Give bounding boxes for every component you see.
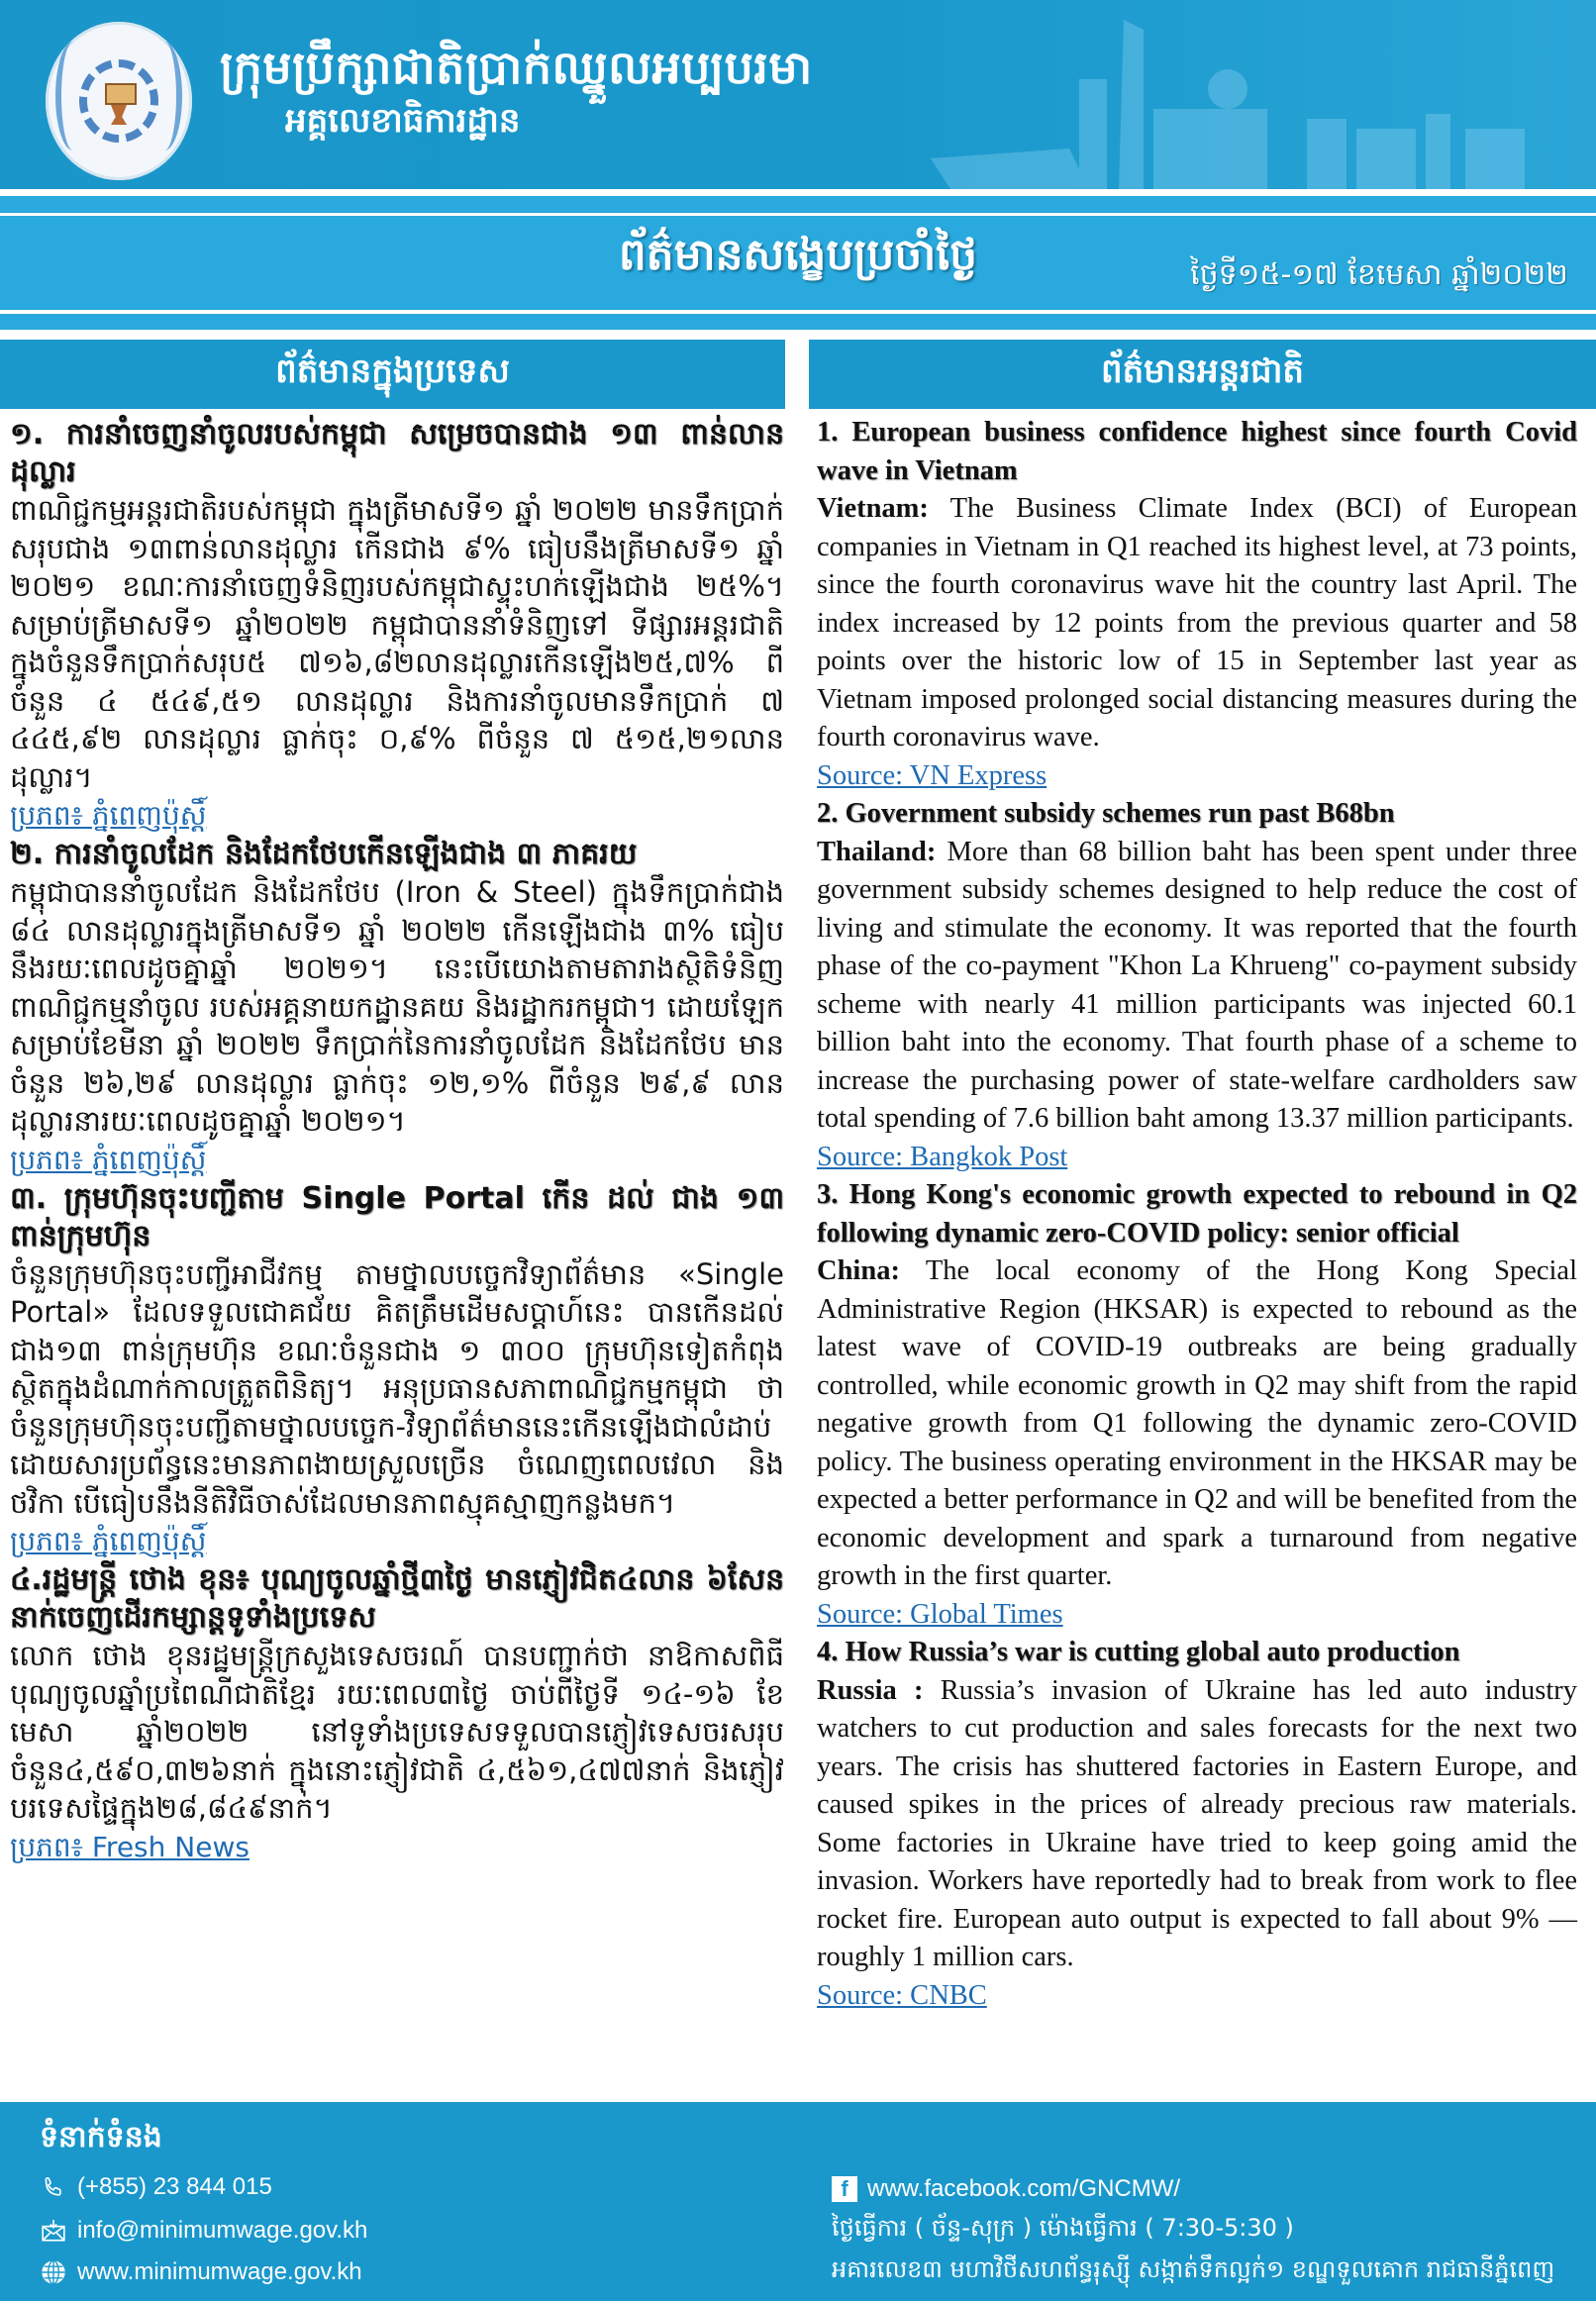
article-source-link[interactable]: ប្រភព៖ ភ្នំពេញប៉ុស្តិ៍ bbox=[10, 1525, 207, 1557]
email-address[interactable]: info@minimumwage.gov.kh bbox=[77, 2217, 368, 2244]
page-title: ព័ត៌មានសង្ខេបប្រចាំថ្ងៃ bbox=[618, 230, 978, 280]
website-url[interactable]: www.minimumwage.gov.kh bbox=[77, 2258, 362, 2285]
article-title: 1. European business confidence highest since fourth Covid wave in Vietnam bbox=[817, 417, 1577, 486]
mail-icon bbox=[40, 2217, 67, 2245]
contact-email bbox=[40, 2217, 367, 2245]
working-hours: ថ្ងៃធ្វើការ ( ច័ន្ទ-សុក្រ ) ម៉ោងធ្វើការ ( 7:30-5:30 ) bbox=[832, 2214, 1294, 2242]
article-title: ១. ការនាំចេញនាំចូលរបស់កម្ពុជា សម្រេចបានជាង ១៣ ពាន់លានដុល្លារ bbox=[10, 417, 784, 489]
ministry-seal-icon bbox=[46, 22, 192, 180]
article-text: More than 68 billion baht has been spent under three government subsidy schemes designed to help reduce the cost of living and stimulate the economy. It was reported that the fourth phase of the co-payment "Khon La Khrueng" co-payment subsidy scheme with nearly 41 million participants was injected 60.1 billion baht into the economy. That fourth phase of a scheme to increase the purchasing power of state-welfare cardholders saw total spending of 7.6 billion baht among 13.37 million participants. bbox=[817, 836, 1577, 1134]
phone-icon bbox=[40, 2173, 67, 2201]
section-heading-international: ព័ត៌មានអន្តរជាតិ bbox=[809, 340, 1596, 409]
issue-date: ថ្ងៃទី១៥-១៧ ខែមេសា ឆ្នាំ២០២២ bbox=[1190, 257, 1568, 292]
article-country: Vietnam: bbox=[817, 493, 929, 524]
article-body: កម្ពុជាបាននាំចូលដែក និងដែកថែប (Iron & Steel) ក្នុងទឹកប្រាក់ជាង ៨៤ លានដុល្លារក្នុងត្រីមាសទី១ ឆ្នាំ ២០២២ កើនឡើងជាង ៣% ធៀបនឹងរយៈពេលដូចគ្នាឆ្នាំ ២០២១។ នេះបើយោងតាមតារាងស្ថិតិទំនិញពាណិជ្ជកម្មនាំចូល របស់អគ្គនាយកដ្ឋានគយ និងរដ្ឋាករកម្ពុជា។ ដោយឡែកសម្រាប់ខែមីនា ឆ្នាំ ២០២២ ទឹកប្រាក់នៃការនាំចូលដែក និងដែកថែប មានចំនួន ២៦,២៩ លានដុល្លារ ធ្លាក់ចុះ ១២,១% ពីចំនួន ២៩,៩ លានដុល្លារនារយៈពេលដូចគ្នាឆ្នាំ ២០២១។ bbox=[10, 875, 784, 1138]
news-article bbox=[10, 836, 784, 1180]
article-title: 2. Government subsidy schemes run past B68bn bbox=[817, 798, 1395, 829]
office-address: អគារលេខ៣ មហាវិថីសហព័ន្ធរុស្ស៊ី សង្កាត់ទឹកល្អក់១ ខណ្ឌទួលគោក រាជធានីភ្នំពេញ bbox=[832, 2255, 1555, 2283]
decorative-strip bbox=[0, 314, 1596, 330]
article-country: Russia : bbox=[817, 1674, 924, 1706]
article-title: ២. ការនាំចូលដែក និងដែកថែបកើនឡើងជាង ៣ ភាគរយ bbox=[10, 837, 638, 871]
article-source-link[interactable]: Source: Global Times bbox=[817, 1598, 1063, 1630]
article-country: China: bbox=[817, 1255, 900, 1286]
article-title: ៣. ក្រុមហ៊ុនចុះបញ្ជីតាម Single Portal កើន ដល់ ជាង ១៣ ពាន់ក្រុមហ៊ុន bbox=[10, 1180, 784, 1253]
organization-name: ក្រុមប្រឹក្សាជាតិប្រាក់ឈ្នួលអប្បបរមា bbox=[220, 41, 813, 94]
news-article bbox=[10, 416, 784, 836]
header-banner bbox=[0, 0, 1596, 189]
domestic-news-column bbox=[10, 416, 784, 1867]
article-source-link[interactable]: ប្រភព៖ Fresh News bbox=[10, 1830, 249, 1863]
organization-subtitle: អគ្គលេខាធិការដ្ឋាន bbox=[285, 101, 521, 141]
article-text: The local economy of the Hong Kong Special Administrative Region (HKSAR) is expected to rebound as the latest wave of COVID-19 outbreaks are being gradually controlled, while economic growth in Q2 may shift from the rapid negative growth from Q1 following the dynamic zero-COVID policy. The business operating environment in the HKSAR may be expected a better performance in Q2 and will be benefited from the economic development and spark a turnaround from negative growth in the first quarter. bbox=[817, 1255, 1577, 1591]
facebook-url[interactable]: www.facebook.com/GNCMW/ bbox=[867, 2175, 1181, 2202]
news-article bbox=[817, 414, 1577, 795]
facebook-icon: f bbox=[832, 2176, 857, 2202]
news-article bbox=[817, 795, 1577, 1176]
article-source-link[interactable]: ប្រភព៖ ភ្នំពេញប៉ុស្តិ៍ bbox=[10, 799, 207, 832]
contact-website bbox=[40, 2258, 362, 2286]
article-source-link[interactable]: Source: VN Express bbox=[817, 759, 1047, 791]
section-heading-domestic: ព័ត៌មានក្នុងប្រទេស bbox=[0, 340, 785, 409]
article-body: ពាណិជ្ជកម្មអន្តរជាតិរបស់កម្ពុជា ក្នុងត្រីមាសទី១ ឆ្នាំ ២០២២ មានទឹកប្រាក់សរុបជាង ១៣ពាន់លានដុល្លារ កើនជាង ៩% ធៀបនឹងត្រីមាសទី១ ឆ្នាំ ២០២១ ខណៈការនាំចេញទំនិញរបស់កម្ពុជាស្ទុះហក់ឡើងជាង ២៥%។ សម្រាប់ត្រីមាសទី១ ឆ្នាំ២០២២ កម្ពុជាបាននាំទំនិញទៅ ទីផ្សារអន្តរជាតិ ក្នុងចំនួនទឹកប្រាក់សរុប៥ ៧១៦,៨២លានដុល្លារកើនឡើង២៥,៧% ពីចំនួន ៤ ៥៤៩,៥១ លានដុល្លារ និងការនាំចូលមានទឹកប្រាក់ ៧ ៤៤៥,៩២ លានដុល្លារ ធ្លាក់ចុះ ០,៩% ពីចំនួន ៧ ៥១៥,២១លានដុល្លារ។ bbox=[10, 493, 784, 794]
article-body bbox=[817, 490, 1577, 757]
article-country: Thailand: bbox=[817, 836, 937, 867]
skyline-illustration bbox=[931, 20, 1564, 189]
article-body: ចំនួនក្រុមហ៊ុនចុះបញ្ជីអាជីវកម្ម តាមថ្នាលបច្ចេកវិទ្យាព័ត៌មាន «Single Portal» ដែលទទួលជោគជ័យ គិតត្រឹមដើមសប្តាហ៍នេះ បានកើនដល់ជាង១៣ ពាន់ក្រុមហ៊ុន ខណៈចំនួនជាង ១ ៣០០ ក្រុមហ៊ុនទៀតកំពុង ស្ថិតក្នុងដំណាក់កាលត្រួតពិនិត្យ។ អនុប្រធានសភាពាណិជ្ជកម្មកម្ពុជា ថាចំនួនក្រុមហ៊ុនចុះបញ្ជីតាមថ្នាលបច្ចេក-វិទ្យាព័ត៌មាននេះកើនឡើងជាលំដាប់ ដោយសារប្រព័ន្ធនេះមានភាពងាយស្រួលច្រើន ចំណេញពេលវេលា និងថវិកា បើធៀបនឹងនីតិវិធីចាស់ដែលមានភាពស្មុគស្មាញកន្លងមក។ bbox=[10, 1256, 784, 1520]
article-source-link[interactable]: Source: CNBC bbox=[817, 1979, 987, 2011]
footer-contact bbox=[0, 2102, 1596, 2301]
globe-icon bbox=[40, 2258, 67, 2286]
decorative-strip bbox=[0, 196, 1596, 213]
news-article bbox=[817, 1634, 1577, 2015]
news-article bbox=[10, 1180, 784, 1562]
article-text: Russia’s invasion of Ukraine has led auto industry watchers to cut production and sales forecasts for the next two years. The crisis has shuttered factories in Eastern Europe, and caused spikes in the prices of already precious raw materials. Some factories in Ukraine have tried to keep going amid the invasion. Workers have reportedly had to break from work to flee rocket fire. European auto output is expected to fall about 9% —roughly 1 million cars. bbox=[817, 1674, 1577, 1972]
news-article bbox=[10, 1561, 784, 1867]
article-body bbox=[817, 834, 1577, 1139]
international-news-column bbox=[817, 414, 1577, 2015]
article-title: ៤.រដ្ឋមន្ត្រី ថោង ខុន៖ បុណ្យចូលឆ្នាំថ្មី៣ថ្ងៃ មានភ្ញៀវជិត៤លាន ៦សែននាក់ចេញដើរកម្សាន្តទូទាំងប្រទេស bbox=[10, 1562, 784, 1635]
article-body bbox=[817, 1672, 1577, 1977]
footer-heading: ទំនាក់ទំនង bbox=[40, 2120, 162, 2154]
article-title: 4. How Russia’s war is cutting global auto production bbox=[817, 1637, 1460, 1667]
contact-phone bbox=[40, 2173, 272, 2201]
article-source-link[interactable]: Source: Bangkok Post bbox=[817, 1141, 1068, 1172]
news-article bbox=[817, 1176, 1577, 1634]
article-title: 3. Hong Kong's economic growth expected to rebound in Q2 following dynamic zero-COVID policy: senior official bbox=[817, 1179, 1577, 1249]
article-body bbox=[817, 1252, 1577, 1596]
article-source-link[interactable]: ប្រភព៖ ភ្នំពេញប៉ុស្តិ៍ bbox=[10, 1143, 207, 1176]
contact-facebook bbox=[832, 2175, 1180, 2203]
phone-number[interactable]: (+855) 23 844 015 bbox=[77, 2173, 272, 2200]
article-body: លោក ថោង ខុនរដ្ឋមន្ត្រីក្រសួងទេសចរណ៍ បានបញ្ជាក់ថា នាឱកាសពិធីបុណ្យចូលឆ្នាំប្រពៃណីជាតិខ្មែរ រយៈពេល៣ថ្ងៃ ចាប់ពីថ្ងៃទី ១៤-១៦ ខែមេសា ឆ្នាំ២០២២ នៅទូទាំងប្រទេសទទួលបានភ្ញៀវទេសចរសរុបចំនួន៤,៥៩០,៣២៦នាក់ ក្នុងនោះភ្ញៀវជាតិ ៤,៥៦១,៤៧៧នាក់ និងភ្ញៀវបរទេសផ្ទៃក្នុង២៨,៨៤៩នាក់។ bbox=[10, 1639, 784, 1825]
article-text: The Business Climate Index (BCI) of European companies in Vietnam in Q1 reached its highest level, at 73 points, since the fourth coronavirus wave hit the country last April. The index increased by 12 points from the previous quarter and 58 points over the historic low of 15 in September last year as Vietnam imposed prolonged social distancing measures during the fourth coronavirus wave. bbox=[817, 493, 1577, 752]
